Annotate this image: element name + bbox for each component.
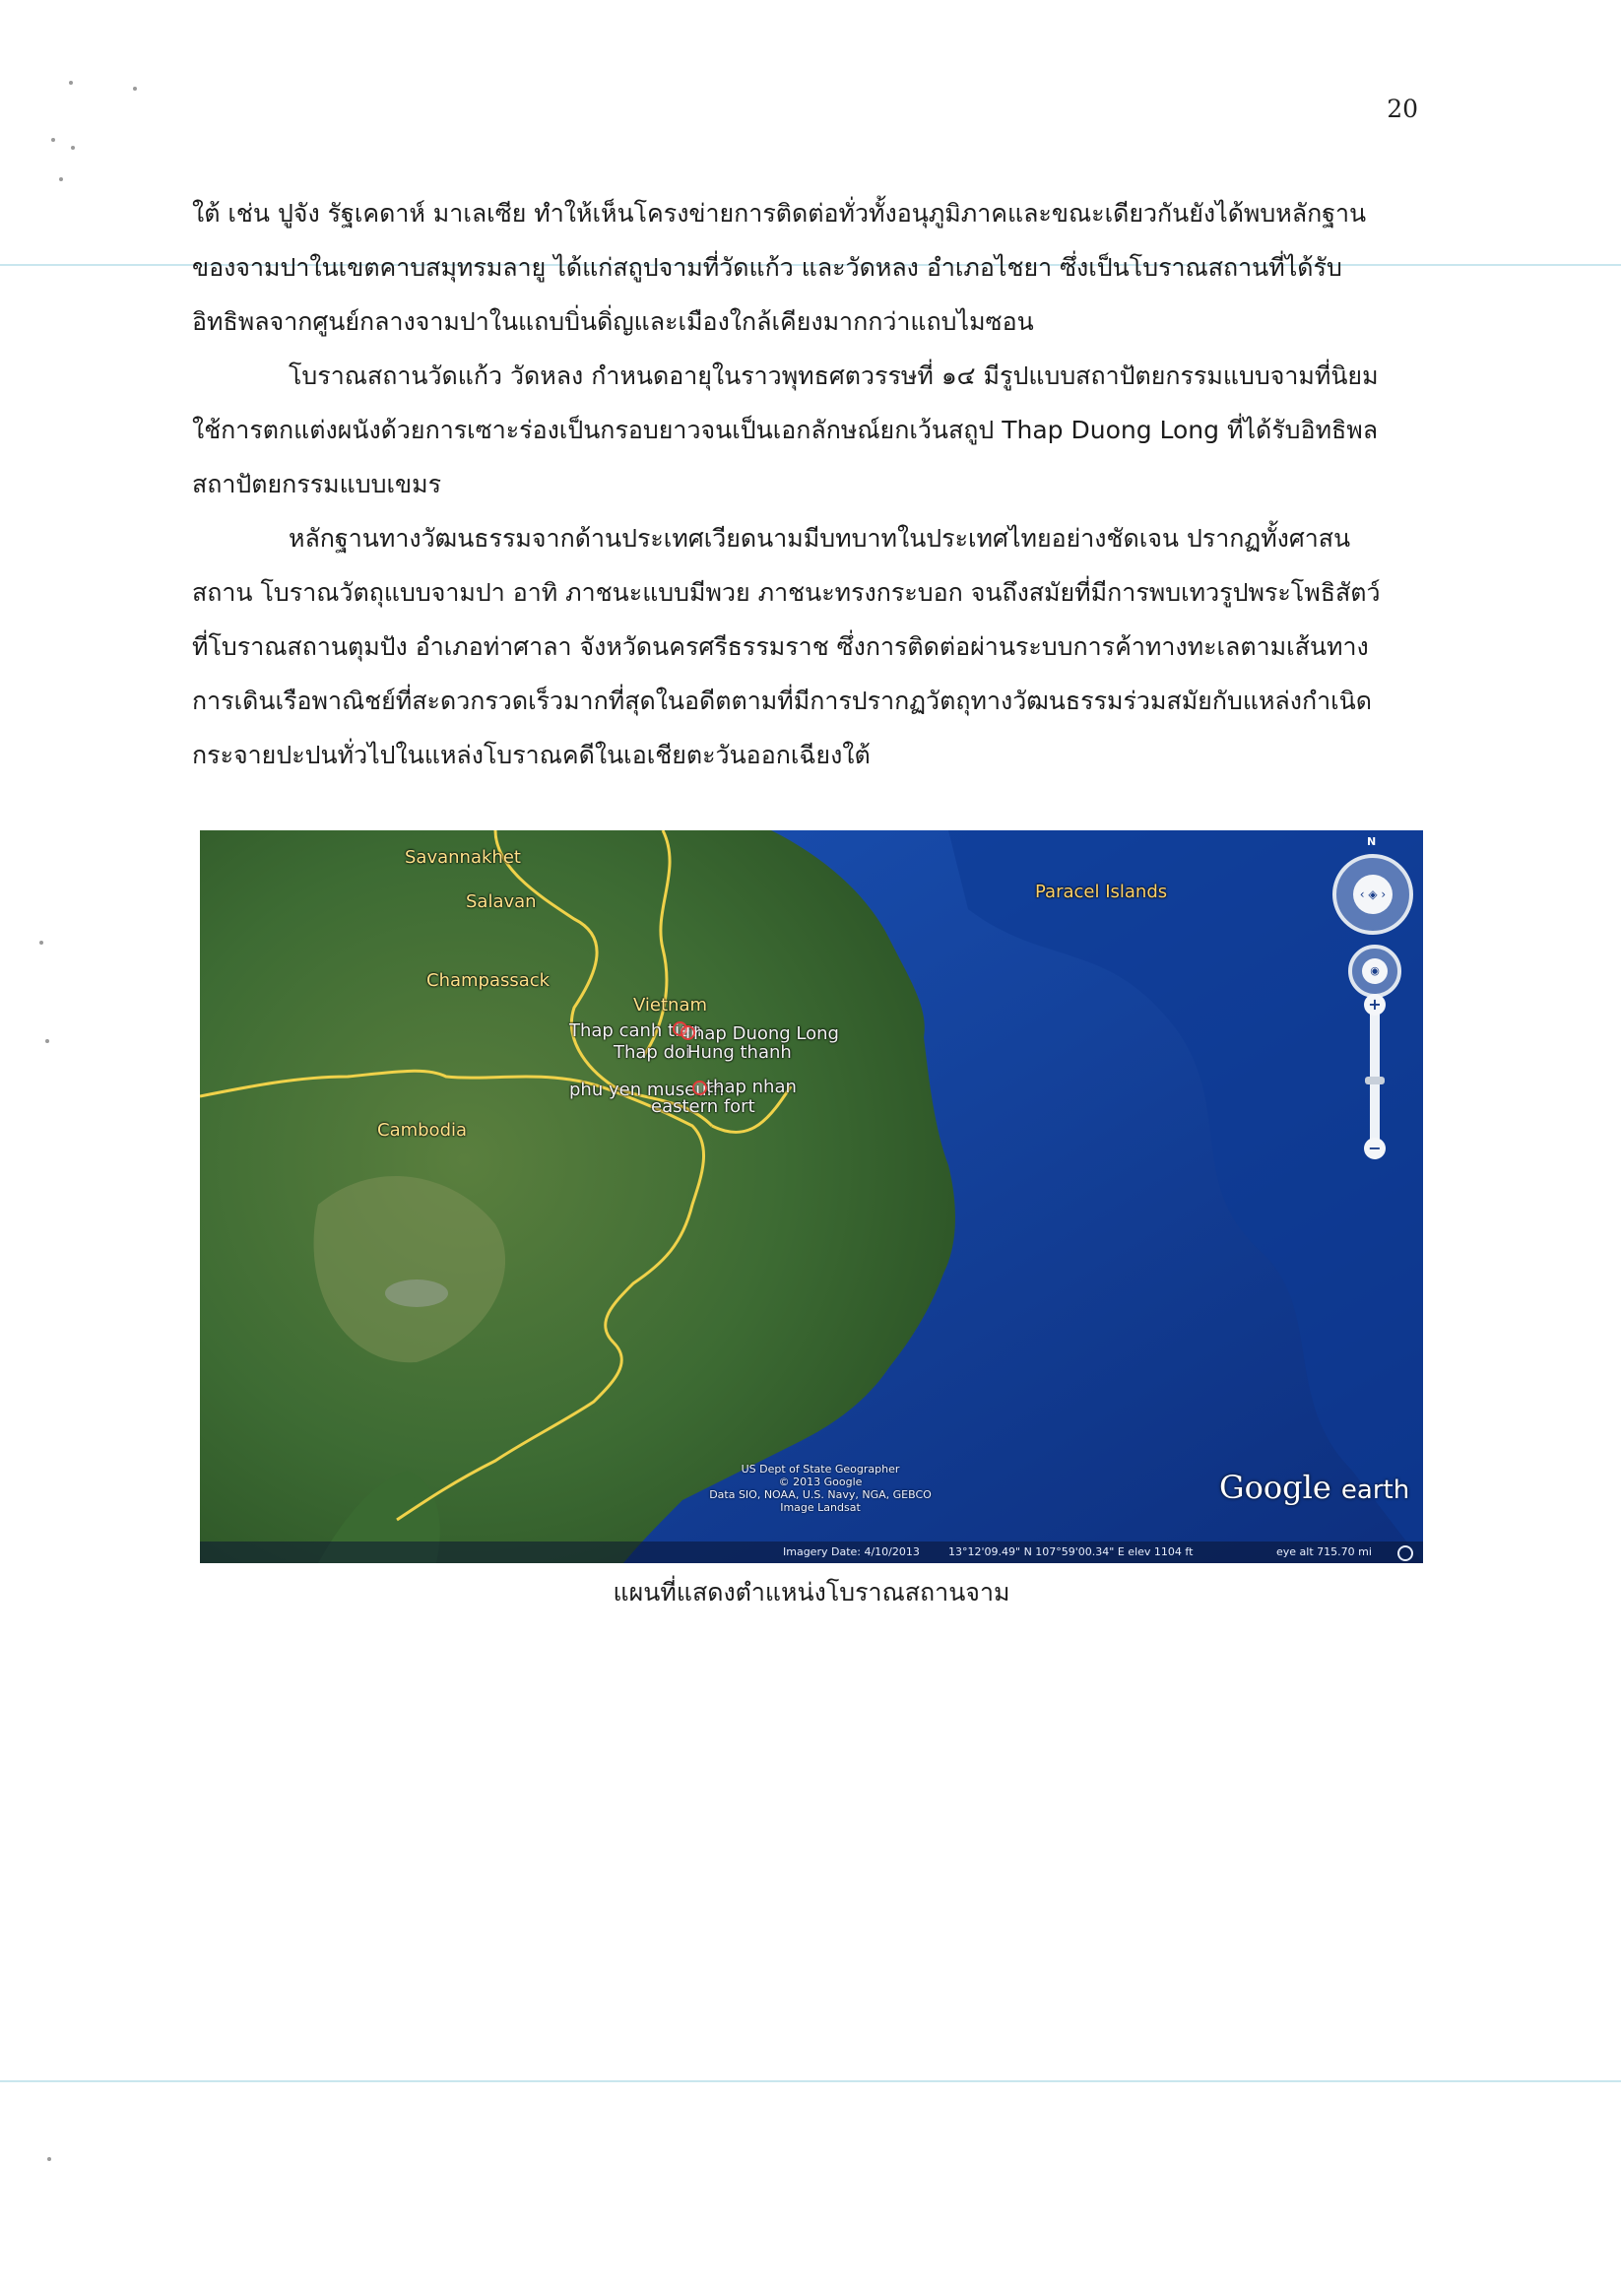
label-thap-duong-long: Thap Duong Long [682,1023,839,1044]
attribution-line: © 2013 Google [778,1476,863,1488]
zoom-out-button[interactable]: − [1364,1138,1386,1159]
logo-earth: earth [1340,1476,1410,1505]
scan-speck [39,941,43,945]
map-imagery [200,830,1423,1563]
north-indicator: N [1367,835,1377,848]
look-control[interactable] [1348,945,1401,998]
label-champassack: Champassack [426,970,551,991]
label-thap-doi: Thap doi [614,1042,691,1063]
attribution-line: US Dept of State Geographer [741,1463,900,1476]
label-hung-thanh: Hung thanh [687,1042,792,1063]
text-line: ที่โบราณสถานตุมปัง อำเภอท่าศาลา จังหวัดนครศรีธรรมราช ซึ่งการติดต่อผ่านระบบการค้าทางทะเลตามเส้นทาง [192,632,1369,661]
scan-speck [47,2157,51,2161]
figure-caption: แผนที่แสดงตำแหน่งโบราณสถานจาม [613,1578,1010,1607]
imagery-date: Imagery Date: 4/10/2013 [783,1545,920,1558]
scan-speck [71,146,75,150]
look-arrows-icon[interactable]: ◉ [1362,958,1388,984]
scan-line-bottom [0,2080,1621,2082]
text-line: ใช้การตกแต่งผนังด้วยการเซาะร่องเป็นกรอบยาวจนเป็นเอกลักษณ์ยกเว้นสถูป Thap Duong Long ที่ได้รับอิทธิพล [192,416,1379,444]
paragraph-3 [192,511,1418,782]
text-line: กระจายปะปนทั่วไปในแหล่งโบราณคดีในเอเชียตะวันออกเฉียงใต้ [192,741,871,769]
pan-arrows-icon[interactable]: ‹ ◈ › [1353,875,1393,914]
map-attribution [663,1463,978,1514]
label-paracel-islands: Paracel Islands [1035,882,1168,902]
text-line: สถาปัตยกรรมแบบเขมร [192,470,442,498]
paragraph-1 [192,186,1418,349]
attribution-line: Data SIO, NOAA, U.S. Navy, NGA, GEBCO [709,1488,932,1501]
label-eastern-fort: eastern fort [651,1096,755,1117]
scan-speck [51,138,55,142]
coordinates-readout: 13°12'09.49" N 107°59'00.34" E elev 1104 ft [948,1545,1194,1558]
map-figure [200,830,1423,1563]
label-thap-nhan: thap nhan [706,1077,797,1097]
tonle-sap-lake [385,1279,448,1307]
label-thap-canh-tien: Thap canh tien [569,1020,702,1041]
logo-google: Google [1219,1469,1331,1506]
navigation-control[interactable] [1332,854,1413,935]
paragraph-2 [192,349,1418,511]
text-line: อิทธิพลจากศูนย์กลางจามปาในแถบบิ่นดิ่ญและเมืองใกล้เคียงมากกว่าแถบไมซอน [192,307,1034,336]
label-vietnam: Vietnam [633,995,708,1016]
google-earth-logo [1219,1469,1409,1506]
attribution-line: Image Landsat [780,1501,861,1514]
eye-altitude: eye alt 715.70 mi [1276,1545,1372,1558]
scan-speck [59,177,63,181]
status-bar [200,1542,1423,1563]
text-line: สถาน โบราณวัตถุแบบจามปา อาทิ ภาชนะแบบมีพวย ภาชนะทรงกระบอก จนถึงสมัยที่มีการพบเทวรูปพระโพธิสัตว์ [192,578,1381,607]
label-phu-yen-museum: phu yen museum [569,1080,725,1100]
label-salavan: Salavan [466,891,537,912]
text-line: การเดินเรือพาณิชย์ที่สะดวกรวดเร็วมากที่สุดในอดีตตามที่มีการปรากฏวัตถุทางวัฒนธรรมร่วมสมัยกับแหล่งกำเนิด [192,687,1372,715]
body-text [192,186,1418,782]
text-line: ใต้ เช่น ปูจัง รัฐเคดาห์ มาเลเซีย ทำให้เห็นโครงข่ายการติดต่อทั่วทั้งอนุภูมิภาคและขณะเดียวกันยังได้พบหลักฐาน [192,199,1367,228]
page-number: 20 [1387,95,1418,123]
label-cambodia: Cambodia [377,1120,468,1141]
site-marker[interactable] [692,1081,707,1095]
label-savannakhet: Savannakhet [405,847,521,868]
site-marker[interactable] [681,1025,695,1040]
text-line: ของจามปาในเขตคาบสมุทรมลายู ได้แก่สถูปจามที่วัดแก้ว และวัดหลง อำเภอไชยา ซึ่งเป็นโบราณสถานที่ได้รับ [192,253,1342,282]
zoom-in-button[interactable]: + [1364,994,1386,1016]
scan-speck [69,81,73,85]
scan-speck [45,1039,49,1043]
text-line: หลักฐานทางวัฒนธรรมจากด้านประเทศเวียดนามมีบทบาทในประเทศไทยอย่างชัดเจน ปรากฏทั้งศาสน [289,524,1351,553]
status-circle-icon[interactable] [1397,1545,1413,1561]
scan-speck [133,87,137,91]
zoom-slider-thumb[interactable] [1365,1077,1385,1084]
text-line: โบราณสถานวัดแก้ว วัดหลง กำหนดอายุในราวพุทธศตวรรษที่ ๑๔ มีรูปแบบสถาปัตยกรรมแบบจามที่นิยม [289,361,1379,390]
